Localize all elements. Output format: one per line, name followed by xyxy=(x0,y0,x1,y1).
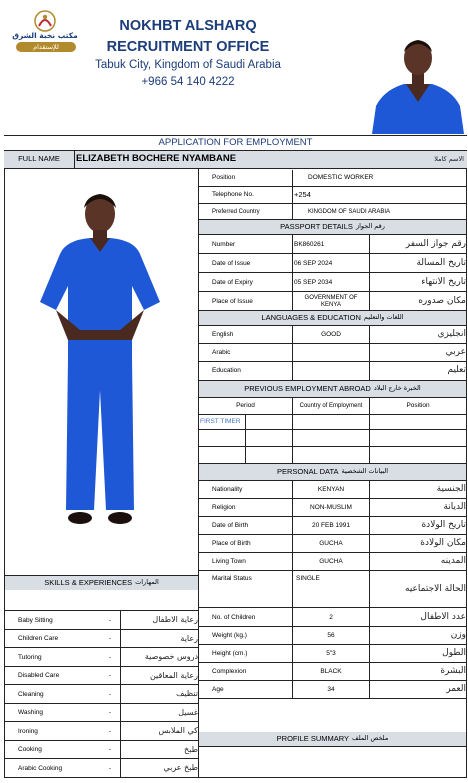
personal-label-ar: عدد الاطفال xyxy=(420,611,466,622)
skill-label: Cooking xyxy=(18,746,42,754)
personal-value: 2 xyxy=(329,613,333,621)
passport-title-ar: رقم الجواز xyxy=(355,222,385,231)
personal-value: 5"3 xyxy=(326,650,336,658)
personal-label: Weight (kg.) xyxy=(212,632,247,640)
personal-label: Date of Birth xyxy=(212,522,249,530)
passport-label-ar: رقم جواز السفر xyxy=(405,238,466,249)
passport-value: BK860261 xyxy=(294,240,325,248)
previous-title-text: PREVIOUS EMPLOYMENT ABROAD xyxy=(244,383,371,393)
position-label: Position xyxy=(212,174,236,182)
skill-label-ar: رعاية xyxy=(180,633,198,643)
language-value xyxy=(293,344,369,362)
skill-label-ar: طبخ xyxy=(184,744,198,754)
skill-label-ar: دروس خصوصية xyxy=(144,652,198,662)
skill-label-ar: تنظيف xyxy=(176,689,198,699)
skill-label-ar: طبخ عربي xyxy=(163,763,198,773)
language-label: English xyxy=(212,331,234,339)
languages-title-text: LANGUAGES & EDUCATION xyxy=(261,312,361,322)
full-name-value: ELIZABETH BOCHERE NYAMBANE xyxy=(76,153,237,165)
profile-summary-ar: ملخص الملف xyxy=(352,734,389,743)
language-label-ar: انجليزي xyxy=(437,329,466,340)
full-name-label: FULL NAME xyxy=(18,154,60,164)
personal-value: KENYAN xyxy=(317,486,345,494)
personal-label: Age xyxy=(212,686,224,694)
personal-label: Living Town xyxy=(212,558,246,566)
personal-label-ar: الطول xyxy=(442,648,466,659)
company-name: NOKHBT ALSHARQ xyxy=(119,18,257,34)
person-full-body-icon xyxy=(20,190,180,550)
skill-value: - xyxy=(108,709,112,717)
skill-label: Cleaning xyxy=(18,690,44,698)
position-value: DOMESTIC WORKER xyxy=(308,174,374,182)
full-name-label-ar: الاسم كاملا xyxy=(434,154,464,163)
skill-value: - xyxy=(108,653,112,661)
personal-label-ar: العمر xyxy=(446,684,466,695)
previous-title-ar: الخبرة خارج البلاد xyxy=(373,384,421,393)
skill-label: Washing xyxy=(18,709,44,717)
personal-title-text: PERSONAL DATA xyxy=(276,466,339,476)
passport-label: Number xyxy=(212,240,236,248)
personal-label: No. of Children xyxy=(212,613,256,621)
office-name: RECRUITMENT OFFICE xyxy=(106,39,270,55)
skill-label-ar: رعاية المعاقين xyxy=(149,670,198,680)
logo-sub-ar: للإستقدام xyxy=(33,43,59,51)
languages-title-ar: اللغات والتعليم xyxy=(363,313,404,322)
personal-value: GUCHA xyxy=(319,558,343,566)
passport-value: 06 SEP 2024 xyxy=(294,259,333,267)
personal-label-ar: مكان الولادة xyxy=(420,538,466,549)
language-value xyxy=(293,362,369,380)
personal-label-ar: الديانة xyxy=(443,502,466,513)
personal-label-ar: المدينه xyxy=(440,556,466,567)
personal-value: 56 xyxy=(327,632,335,640)
language-label: Education xyxy=(212,367,241,375)
telephone-value: +254 xyxy=(294,189,311,199)
company-phone: +966 54 140 4222 xyxy=(141,76,235,88)
skill-label: Disabled Care xyxy=(18,672,60,680)
skills-title xyxy=(5,576,198,590)
passport-value: 05 SEP 2034 xyxy=(294,278,333,286)
skill-label: Children Care xyxy=(18,635,59,643)
personal-label-ar: الحالة الاجتماعيه xyxy=(405,584,466,595)
skill-value: - xyxy=(108,727,112,735)
skill-value: - xyxy=(108,635,112,643)
skill-value: - xyxy=(108,672,112,680)
profile-summary-title xyxy=(199,732,466,746)
logo-text-ar: مكتب نخبة الشرق xyxy=(12,31,78,40)
skills-title-text: SKILLS & EXPERIENCES xyxy=(44,577,133,587)
personal-label-ar: تاريخ الولادة xyxy=(421,520,466,531)
skill-value: - xyxy=(108,746,112,754)
language-label-ar: تعليم xyxy=(447,365,466,376)
personal-label-ar: الجنسية xyxy=(436,484,466,495)
languages-title xyxy=(199,311,466,325)
personal-title-ar: البيانات الشخصية xyxy=(341,467,389,476)
passport-label: Place of Issue xyxy=(212,297,253,305)
col-position: Position xyxy=(406,402,430,410)
col-period: Period xyxy=(236,402,255,410)
language-value: GOOD xyxy=(321,331,341,339)
personal-label: Height (cm.) xyxy=(212,650,248,658)
company-city: Tabuk City, Kingdom of Saudi Arabia xyxy=(95,59,281,71)
skill-label-ar: رعاية الاطفال xyxy=(152,615,198,625)
personal-label: Place of Birth xyxy=(212,540,251,548)
person-portrait-icon xyxy=(370,18,466,134)
skill-value: - xyxy=(108,616,112,624)
passport-label-ar: تاريخ الانتهاء xyxy=(421,276,466,287)
personal-label-ar: وزن xyxy=(450,630,466,641)
skill-label: Tutoring xyxy=(18,653,42,661)
language-label: Arabic xyxy=(212,349,231,357)
previous-title xyxy=(199,381,466,397)
skill-label: Baby Sitting xyxy=(18,616,53,624)
application-title: APPLICATION FOR EMPLOYMENT xyxy=(158,136,313,148)
personal-value: GUCHA xyxy=(319,540,343,548)
passport-title xyxy=(199,220,466,234)
passport-value: GOVERNMENT OF KENYA xyxy=(304,294,358,308)
header-photo xyxy=(370,18,466,134)
personal-value: NON-MUSLIM xyxy=(310,504,352,512)
skill-label: Ironing xyxy=(18,727,38,735)
country-label: Preferred Country xyxy=(212,208,260,215)
skill-label: Arabic Cooking xyxy=(18,764,63,772)
personal-value: 20 FEB 1991 xyxy=(312,522,350,530)
personal-value: SINGLE xyxy=(296,575,320,582)
country-value: KINGDOM OF SAUDI ARABIA xyxy=(308,208,391,215)
personal-value: 34 xyxy=(327,686,335,694)
passport-label-ar: تاريخ المسالة xyxy=(416,257,466,268)
col-country: Country of Employment xyxy=(299,403,363,409)
passport-title-text: PASSPORT DETAILS xyxy=(280,221,353,231)
passport-label: Date of Expiry xyxy=(212,278,253,286)
passport-label: Date of Issue xyxy=(212,259,251,267)
personal-label: Marital Status xyxy=(212,575,252,582)
skill-value: - xyxy=(108,764,112,772)
skill-value: - xyxy=(108,690,112,698)
profile-summary-text: PROFILE SUMMARY xyxy=(276,733,350,743)
personal-label: Complexion xyxy=(212,668,247,676)
first-timer: FIRST TIMER xyxy=(200,418,241,426)
personal-title xyxy=(199,464,466,480)
personal-value: BLACK xyxy=(320,668,342,676)
personal-label: Nationality xyxy=(212,486,243,494)
language-label-ar: عربي xyxy=(445,347,466,358)
passport-label-ar: مكان صدوره xyxy=(418,295,466,306)
skills-title-ar: المهارات xyxy=(135,578,159,587)
personal-label-ar: البشرة xyxy=(440,666,466,677)
telephone-label: Telephone No. xyxy=(212,191,254,199)
skill-label-ar: كي الملابس xyxy=(158,726,198,736)
personal-label: Religion xyxy=(212,504,236,512)
full-body-photo xyxy=(20,190,180,550)
skill-label-ar: غسيل xyxy=(178,707,198,717)
